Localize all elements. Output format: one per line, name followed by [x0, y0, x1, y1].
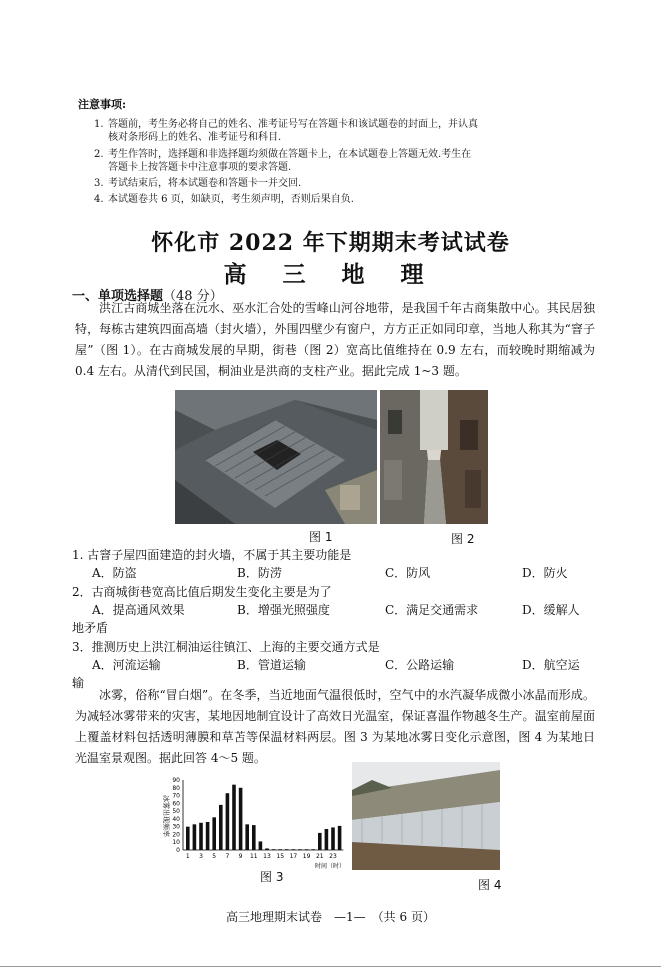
- notice-text: 考试结束后，将本试题卷和答题卡一并交回.: [108, 178, 302, 189]
- chart-ytick-label: 80: [172, 784, 180, 792]
- question-1-stem: 1. 古窨子屋四面建造的封火墙，不属于其主要功能是: [72, 548, 352, 562]
- chart-xtick-label: 23: [329, 853, 337, 860]
- chart-ytick-label: 50: [172, 808, 180, 816]
- passage-2-text: 冰雾，俗称“冒白烟”。在冬季，当近地面气温很低时，空气中的水汽凝华成微小冰晶而形成。为减轻冰雾带来的灾害，某地因地制宜设计了高效日光温室，保证喜温作物越冬生产。温室前屋面上覆盖材料包括透明薄膜和草苫等保温材料两层。图 3 为某地冰雾日变化示意图，图 4 为某地日光温室景观图。据此回答 4～5 题。: [75, 688, 595, 765]
- figure-1-photo: [175, 390, 377, 524]
- figure-3-caption: 图 3: [260, 870, 284, 884]
- question-3-stem: 3．推测历史上洪江桐油运往镇江、上海的主要交通方式是: [72, 640, 380, 654]
- exam-title: 怀化市 2022 年下期期末考试试卷: [151, 230, 510, 256]
- notice-text: 考生作答时，选择题和非选择题均须做在答题卡上，在本试题卷上答题无效.考生在: [108, 149, 472, 160]
- question-3-option-d: D．航空运: [522, 658, 580, 672]
- chart-xtick-label: 9: [238, 853, 243, 860]
- chart-ytick-label: 30: [172, 823, 180, 831]
- chart-xtick-label: 1: [185, 853, 190, 860]
- notice-num: 2.: [94, 149, 104, 160]
- chart-bar: [206, 822, 210, 850]
- question-1-option-d: D．防火: [522, 566, 568, 580]
- figure-4-photo: [352, 762, 500, 870]
- chart-ytick-label: 0: [176, 847, 180, 854]
- chart-ytick-label: 20: [172, 831, 180, 839]
- chart-bar: [278, 849, 282, 850]
- question-2-stem: 2．古商城街巷宽高比值后期发生变化主要是为了: [72, 585, 332, 599]
- chart-ytick-label: 40: [172, 815, 180, 823]
- question-1-option-b: B．防涝: [237, 566, 282, 580]
- question-1-option-c: C．防风: [385, 566, 431, 580]
- chart-xtick-label: 11: [249, 853, 258, 860]
- chart-bar: [212, 817, 216, 850]
- question-2-option-wrap: 地矛盾: [72, 621, 109, 635]
- question-3-option-c: C．公路运输: [385, 658, 455, 672]
- chart-bar: [272, 849, 276, 850]
- chart-bar: [226, 793, 230, 850]
- notice-item-2: [94, 148, 574, 174]
- figure-4-caption: 图 4: [478, 878, 502, 892]
- notice-text-cont: 答题卡上按答题卡中注意事项的要求答题.: [108, 162, 292, 173]
- chart-xlabel: 时间（时）: [314, 863, 346, 870]
- notice-num: 1.: [94, 119, 104, 130]
- section-label: 一、单项选择题: [72, 289, 164, 304]
- chart-xtick-label: 21: [315, 853, 324, 860]
- question-2-option-c: C．满足交通需求: [385, 603, 479, 617]
- notice-num: 4.: [94, 194, 104, 205]
- question-2-option-b: B．增强光照强度: [237, 603, 330, 617]
- ice-fog-chart: [150, 770, 355, 872]
- chart-ytick-label: 70: [172, 792, 180, 800]
- chart-bar: [292, 849, 296, 850]
- footer-divider: [0, 966, 661, 967]
- chart-xtick-label: 19: [302, 853, 311, 860]
- chart-ytick-label: 60: [172, 800, 180, 808]
- figure-1-caption: 图 1: [309, 530, 333, 544]
- chart-bar: [298, 849, 302, 850]
- chart-xtick-label: 17: [289, 853, 298, 860]
- section-points: （48 分）: [163, 289, 223, 304]
- chart-xtick-label: 13: [263, 853, 271, 860]
- notice-item-4: [94, 193, 574, 206]
- figure-2-caption: 图 2: [451, 532, 475, 546]
- notice-num: 3.: [94, 178, 104, 189]
- chart-bar: [186, 827, 190, 850]
- chart-xtick-label: 3: [199, 853, 203, 860]
- passage-2: [75, 685, 595, 769]
- notice-text-cont: 核对条形码上的姓名、准考证号和科目.: [108, 132, 282, 143]
- figure-3-chart: [150, 770, 355, 872]
- passage-1-text: 洪江古商城坐落在沅水、巫水汇合处的雪峰山河谷地带，是我国千年古商集散中心。其民居独特，每栋古建筑四面高墙（封火墙），外围四壁少有窗户，方方正正如同印章，当地人称其为“窨子屋”（图 1）。在古商城发展的早期，街巷（图 2）宽高比值维持在 0.9 左右，而较晚时期缩减为 0.4 左右。从清代到民国，桐油业是洪商的支柱产业。据此完成 1~3 题。: [75, 301, 595, 378]
- notice-text: 答题前，考生务必将自己的姓名、准考证号写在答题卡和该试题卷的封面上，并认真: [108, 119, 478, 130]
- notice-item-1: [94, 118, 574, 144]
- chart-bar: [318, 833, 322, 850]
- chart-bar: [259, 841, 263, 850]
- chart-ytick-label: 90: [172, 777, 180, 784]
- chart-bar: [239, 788, 243, 850]
- notice-text: 本试题卷共 6 页，如缺页，考生须声明，否则后果自负.: [108, 194, 354, 205]
- chart-ytick-label: 10: [172, 839, 180, 847]
- notice-title: 注意事项:: [78, 98, 127, 111]
- chart-bar: [245, 824, 249, 850]
- chart-bar: [252, 825, 256, 850]
- question-3-option-b: B．管道运输: [237, 658, 306, 672]
- chart-xtick-label: 15: [276, 853, 285, 860]
- figure-2-photo: [380, 390, 488, 524]
- chart-bar: [331, 827, 335, 850]
- passage-1: [75, 298, 595, 382]
- exam-subject: 高 三 地 理: [223, 261, 438, 288]
- chart-xtick-label: 5: [212, 853, 217, 860]
- question-2-option-a: A．提高通风效果: [92, 603, 185, 617]
- chart-bar: [325, 829, 329, 850]
- chart-xtick-label: 7: [225, 853, 230, 860]
- question-3-option-a: A．河流运输: [92, 658, 161, 672]
- chart-bar: [199, 823, 203, 850]
- notice-item-3: [94, 177, 574, 190]
- question-1-option-a: A．防盗: [92, 566, 137, 580]
- chart-bar: [305, 849, 309, 850]
- question-3-option-wrap: 输: [72, 676, 85, 690]
- chart-bar: [338, 826, 342, 850]
- chart-bar: [219, 805, 223, 850]
- chart-bar: [285, 849, 289, 850]
- question-2-option-d: D．缓解人: [522, 603, 580, 617]
- page-footer: 高三地理期末试卷 —1— （共 6 页）: [226, 910, 435, 924]
- chart-bar: [193, 824, 197, 850]
- chart-bar: [232, 785, 236, 850]
- chart-bar: [311, 849, 315, 850]
- chart-ylabel: 冰雾出现频率: [162, 795, 170, 837]
- chart-bar: [265, 848, 269, 850]
